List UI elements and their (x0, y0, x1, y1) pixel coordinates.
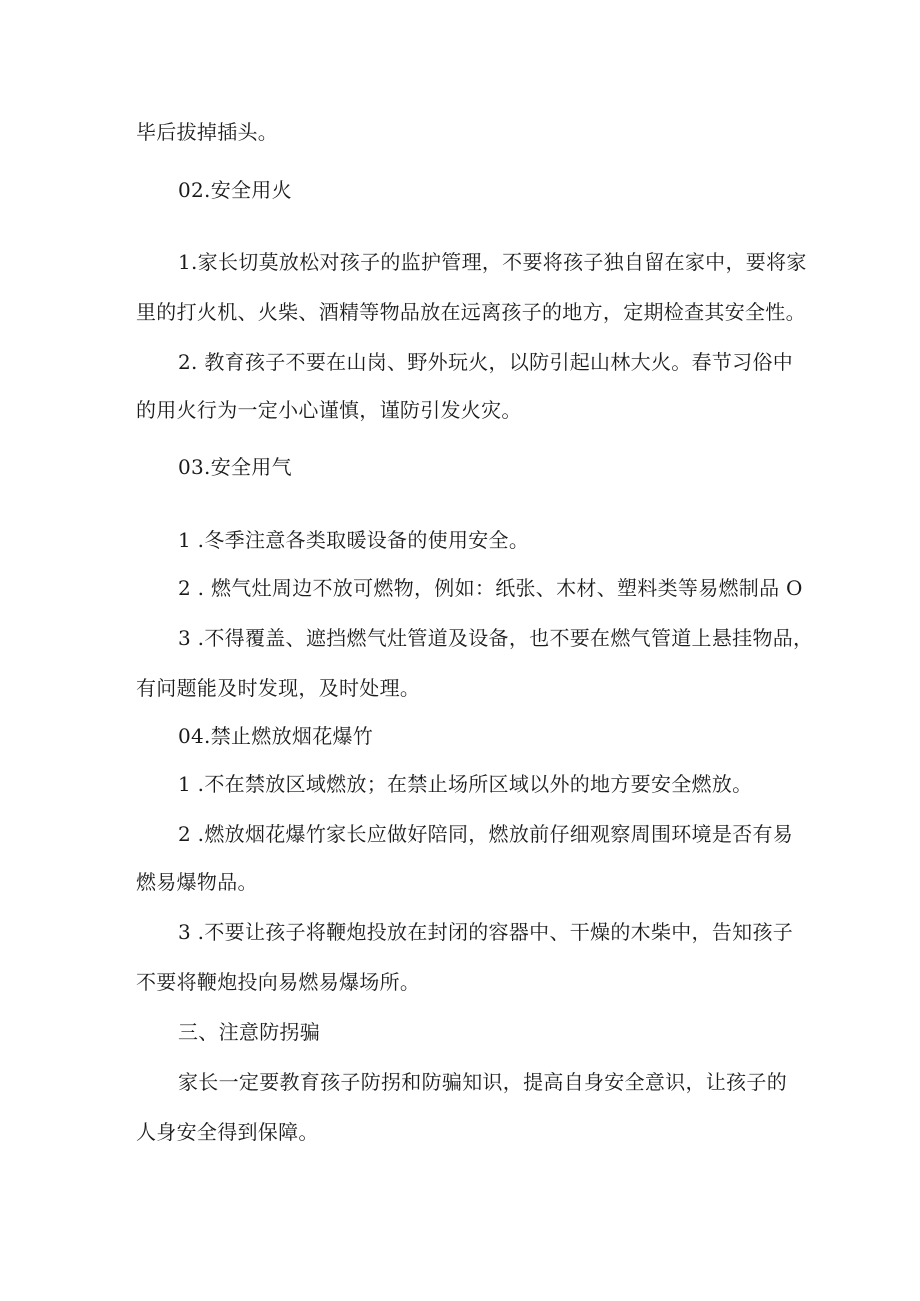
fireworks-item-3-line-1: 3 .不要让孩子将鞭炮投放在封闭的容器中、干燥的木柴中，告知孩子 (178, 920, 794, 944)
fire-item-2-line-1: 2. 教育孩子不要在山岗、野外玩火，以防引起山林大火。春节习俗中 (178, 350, 794, 374)
paragraph-continuation: 毕后拔掉插头。 (136, 120, 279, 144)
gas-item-3-line-1: 3 .不得覆盖、遮挡燃气灶管道及设备，也不要在燃气管道上悬挂物品， (178, 626, 814, 650)
section-heading-anti-abduction: 三、注意防拐骗 (178, 1020, 321, 1044)
gas-item-2: 2 . 燃气灶周边不放可燃物，例如：纸张、木材、塑料类等易燃制品 O (178, 576, 803, 600)
fire-item-1-line-1: 1.家长切莫放松对孩子的监护管理，不要将孩子独自留在家中，要将家 (178, 250, 807, 274)
fireworks-item-1: 1 .不在禁放区域燃放；在禁止场所区域以外的地方要安全燃放。 (178, 772, 753, 796)
anti-abduction-line-1: 家长一定要教育孩子防拐和防骗知识，提高自身安全意识，让孩子的 (178, 1070, 787, 1094)
fireworks-item-2-line-2: 燃易爆物品。 (136, 870, 258, 894)
gas-item-1: 1 .冬季注意各类取暖设备的使用安全。 (178, 528, 530, 552)
section-heading-fireworks: 04.禁止燃放烟花爆竹 (178, 724, 374, 748)
fire-item-2-line-2: 的用火行为一定小心谨慎，谨防引发火灾。 (136, 398, 522, 422)
gas-item-3-line-2: 有问题能及时发现，及时处理。 (136, 676, 421, 700)
fireworks-item-3-line-2: 不要将鞭炮投向易燃易爆场所。 (136, 970, 421, 994)
section-heading-fire: 02.安全用火 (178, 178, 292, 202)
section-heading-gas: 03.安全用气 (178, 455, 292, 479)
fireworks-item-2-line-1: 2 .燃放烟花爆竹家长应做好陪同，燃放前仔细观察周围环境是否有易 (178, 822, 794, 846)
fire-item-1-line-2: 里的打火机、火柴、酒精等物品放在远离孩子的地方，定期检查其安全性。 (136, 300, 806, 324)
anti-abduction-line-2: 人身安全得到保障。 (136, 1120, 319, 1144)
